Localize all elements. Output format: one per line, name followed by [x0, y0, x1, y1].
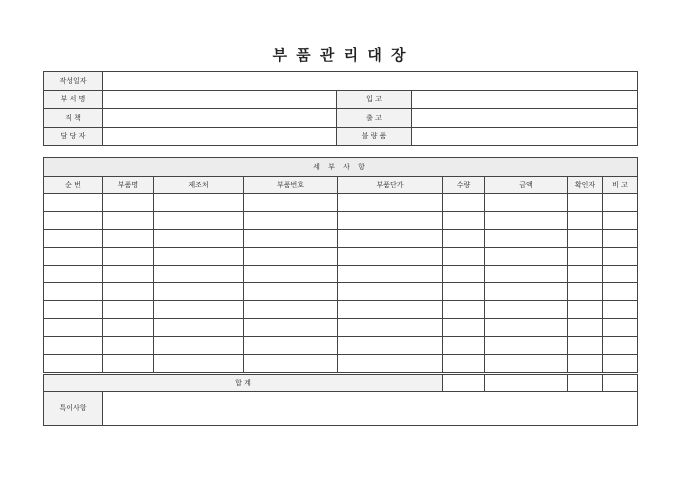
- page-title: [0, 44, 680, 65]
- cell-no[interactable]: [44, 194, 103, 212]
- cell-part-number[interactable]: [244, 337, 338, 355]
- cell-quantity[interactable]: [443, 265, 485, 283]
- cell-quantity[interactable]: [443, 194, 485, 212]
- cell-unit-price[interactable]: [338, 337, 443, 355]
- remarks-field[interactable]: [103, 391, 638, 425]
- cell-remark[interactable]: [603, 211, 638, 229]
- section-header: 세 부 사 항: [44, 158, 638, 177]
- cell-maker[interactable]: [154, 355, 244, 374]
- table-row: [44, 337, 638, 355]
- position-label: 직 책: [44, 109, 103, 128]
- cell-remark[interactable]: [603, 283, 638, 301]
- total-quantity-cell[interactable]: [443, 373, 485, 391]
- column-header-row: [44, 177, 638, 194]
- cell-amount[interactable]: [485, 194, 568, 212]
- table-row: [44, 301, 638, 319]
- table-row: [44, 194, 638, 212]
- cell-part-name[interactable]: [103, 355, 154, 374]
- info-row-position: [44, 109, 638, 128]
- position-field[interactable]: [103, 109, 337, 128]
- cell-part-name[interactable]: [103, 211, 154, 229]
- cell-unit-price[interactable]: [338, 211, 443, 229]
- remarks-label: 특이사항: [44, 391, 103, 425]
- page-title-text: 부 품 관 리 대 장: [272, 46, 408, 64]
- cell-maker[interactable]: [154, 319, 244, 337]
- cell-maker[interactable]: [154, 301, 244, 319]
- cell-amount[interactable]: [485, 301, 568, 319]
- cell-part-name[interactable]: [103, 283, 154, 301]
- cell-checker[interactable]: [568, 337, 603, 355]
- cell-part-number[interactable]: [244, 355, 338, 374]
- cell-no[interactable]: [44, 247, 103, 265]
- cell-part-name[interactable]: [103, 319, 154, 337]
- cell-remark[interactable]: [603, 247, 638, 265]
- section-row: [44, 158, 638, 177]
- table-row: [44, 247, 638, 265]
- cell-part-name[interactable]: [103, 194, 154, 212]
- cell-checker[interactable]: [568, 265, 603, 283]
- cell-quantity[interactable]: [443, 337, 485, 355]
- total-label: 합 계: [44, 373, 443, 391]
- in-field[interactable]: [412, 90, 638, 109]
- cell-part-number[interactable]: [244, 211, 338, 229]
- cell-amount[interactable]: [485, 211, 568, 229]
- column-header-part-number: 부품번호: [244, 177, 338, 194]
- cell-checker[interactable]: [568, 283, 603, 301]
- cell-remark[interactable]: [603, 319, 638, 337]
- cell-amount[interactable]: [485, 319, 568, 337]
- table-row: [44, 283, 638, 301]
- cell-part-name[interactable]: [103, 301, 154, 319]
- cell-unit-price[interactable]: [338, 301, 443, 319]
- cell-quantity[interactable]: [443, 283, 485, 301]
- cell-no[interactable]: [44, 355, 103, 374]
- cell-maker[interactable]: [154, 337, 244, 355]
- cell-checker[interactable]: [568, 319, 603, 337]
- info-table: [43, 71, 638, 146]
- column-header-maker: 제조처: [154, 177, 244, 194]
- date-field[interactable]: [103, 72, 638, 91]
- cell-amount[interactable]: [485, 229, 568, 247]
- cell-amount[interactable]: [485, 283, 568, 301]
- cell-quantity[interactable]: [443, 355, 485, 374]
- info-row-manager: [44, 127, 638, 146]
- cell-part-name[interactable]: [103, 337, 154, 355]
- cell-unit-price[interactable]: [338, 319, 443, 337]
- cell-maker[interactable]: [154, 283, 244, 301]
- detail-table: [43, 157, 638, 426]
- cell-part-number[interactable]: [244, 247, 338, 265]
- cell-amount[interactable]: [485, 337, 568, 355]
- defect-field[interactable]: [412, 127, 638, 146]
- cell-no[interactable]: [44, 229, 103, 247]
- cell-part-name[interactable]: [103, 229, 154, 247]
- cell-part-number[interactable]: [244, 265, 338, 283]
- cell-no[interactable]: [44, 211, 103, 229]
- total-row: [44, 373, 638, 391]
- cell-quantity[interactable]: [443, 301, 485, 319]
- table-row: [44, 319, 638, 337]
- cell-quantity[interactable]: [443, 229, 485, 247]
- cell-quantity[interactable]: [443, 247, 485, 265]
- column-header-unit-price: 부품단가: [338, 177, 443, 194]
- cell-unit-price[interactable]: [338, 283, 443, 301]
- manager-label: 담 당 자: [44, 127, 103, 146]
- cell-part-name[interactable]: [103, 265, 154, 283]
- cell-no[interactable]: [44, 301, 103, 319]
- cell-unit-price[interactable]: [338, 355, 443, 374]
- cell-unit-price[interactable]: [338, 194, 443, 212]
- column-header-remark: 비 고: [603, 177, 638, 194]
- out-field[interactable]: [412, 109, 638, 128]
- cell-maker[interactable]: [154, 265, 244, 283]
- defect-label: 불 량 품: [337, 127, 412, 146]
- cell-unit-price[interactable]: [338, 229, 443, 247]
- total-remark-cell[interactable]: [603, 373, 638, 391]
- cell-checker[interactable]: [568, 247, 603, 265]
- column-header-no: 순 번: [44, 177, 103, 194]
- dept-label: 부 서 명: [44, 90, 103, 109]
- item-rows: [44, 194, 638, 374]
- cell-checker[interactable]: [568, 229, 603, 247]
- info-row-dept: [44, 90, 638, 109]
- table-row: [44, 211, 638, 229]
- cell-remark[interactable]: [603, 194, 638, 212]
- cell-part-number[interactable]: [244, 194, 338, 212]
- info-row-date: [44, 72, 638, 91]
- cell-remark[interactable]: [603, 337, 638, 355]
- column-header-checker: 확인자: [568, 177, 603, 194]
- cell-part-number[interactable]: [244, 319, 338, 337]
- cell-no[interactable]: [44, 265, 103, 283]
- cell-no[interactable]: [44, 319, 103, 337]
- dept-field[interactable]: [103, 90, 337, 109]
- cell-amount[interactable]: [485, 355, 568, 374]
- table-row: [44, 265, 638, 283]
- cell-checker[interactable]: [568, 194, 603, 212]
- cell-quantity[interactable]: [443, 319, 485, 337]
- cell-remark[interactable]: [603, 229, 638, 247]
- cell-checker[interactable]: [568, 211, 603, 229]
- column-header-part-name: 부품명: [103, 177, 154, 194]
- table-row: [44, 229, 638, 247]
- column-header-amount: 금액: [485, 177, 568, 194]
- cell-amount[interactable]: [485, 247, 568, 265]
- manager-field[interactable]: [103, 127, 337, 146]
- in-label: 입 고: [337, 90, 412, 109]
- cell-part-name[interactable]: [103, 247, 154, 265]
- cell-maker[interactable]: [154, 247, 244, 265]
- cell-part-number[interactable]: [244, 229, 338, 247]
- table-row: [44, 355, 638, 374]
- cell-remark[interactable]: [603, 265, 638, 283]
- remarks-row: [44, 391, 638, 425]
- cell-maker[interactable]: [154, 229, 244, 247]
- cell-quantity[interactable]: [443, 211, 485, 229]
- out-label: 출 고: [337, 109, 412, 128]
- cell-part-number[interactable]: [244, 301, 338, 319]
- date-label: 작성일자: [44, 72, 103, 91]
- cell-unit-price[interactable]: [338, 247, 443, 265]
- cell-remark[interactable]: [603, 355, 638, 374]
- total-amount-cell[interactable]: [485, 373, 568, 391]
- cell-checker[interactable]: [568, 355, 603, 374]
- cell-amount[interactable]: [485, 265, 568, 283]
- cell-checker[interactable]: [568, 301, 603, 319]
- column-header-quantity: 수량: [443, 177, 485, 194]
- cell-unit-price[interactable]: [338, 265, 443, 283]
- cell-maker[interactable]: [154, 211, 244, 229]
- total-checker-cell[interactable]: [568, 373, 603, 391]
- cell-maker[interactable]: [154, 194, 244, 212]
- cell-remark[interactable]: [603, 301, 638, 319]
- cell-part-number[interactable]: [244, 283, 338, 301]
- cell-no[interactable]: [44, 337, 103, 355]
- cell-no[interactable]: [44, 283, 103, 301]
